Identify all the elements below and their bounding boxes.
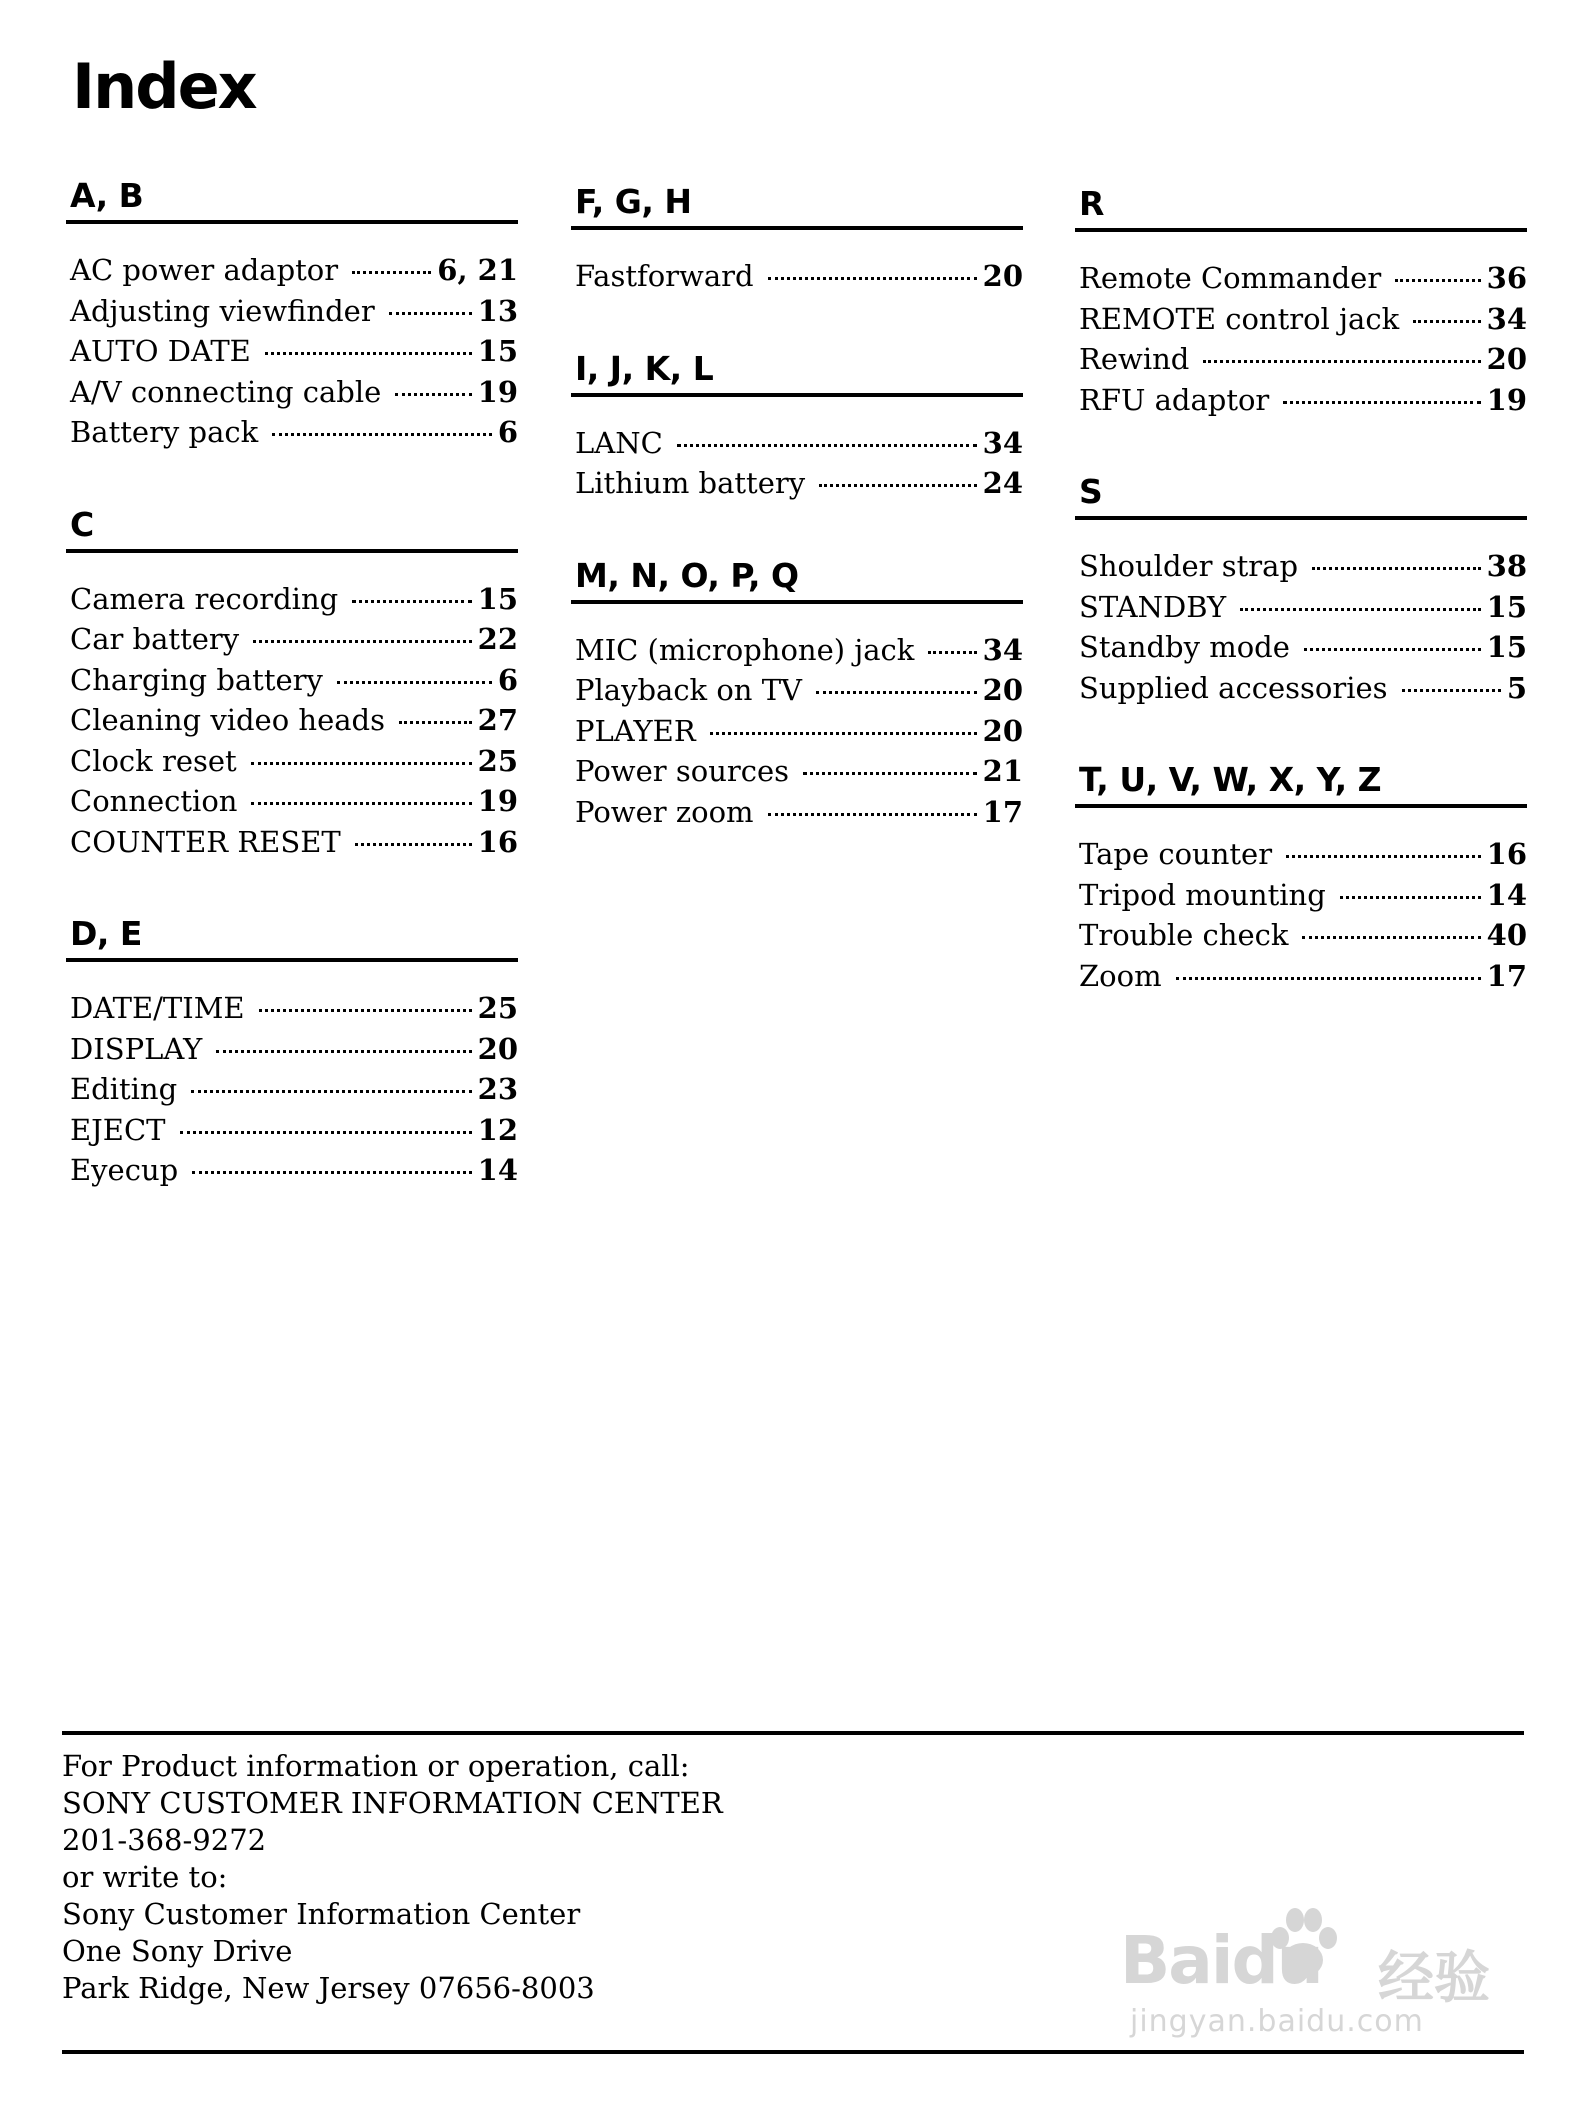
entry-term: Battery pack: [70, 415, 259, 449]
index-section: [1075, 760, 1527, 996]
index-entry: [66, 619, 518, 660]
index-section: [66, 176, 518, 453]
footer-top-rule: [62, 1731, 1524, 1735]
index-entry: [66, 412, 518, 453]
entry-page-number: 15: [1486, 589, 1527, 624]
dot-leader: [389, 312, 472, 315]
dot-leader: [251, 762, 472, 765]
entry-page-number: 25: [477, 991, 518, 1025]
dot-leader: [251, 802, 471, 805]
entry-page-number: 20: [1486, 342, 1527, 376]
index-entry: [571, 630, 1023, 671]
index-entry: [1075, 668, 1527, 709]
entry-page-number: 5: [1506, 670, 1527, 705]
entry-term: MIC (microphone) jack: [575, 632, 915, 667]
watermark-chinese: 经验: [1378, 1946, 1490, 2011]
index-entry: [1075, 956, 1527, 997]
dot-leader: [272, 433, 492, 436]
index-entry: [1075, 258, 1527, 299]
dot-leader: [816, 691, 977, 694]
entry-page-number: 38: [1486, 549, 1527, 583]
entry-term: LANC: [575, 425, 663, 460]
index-entry: [571, 711, 1023, 752]
footer-address-line: Park Ridge, New Jersey 07656-8003: [62, 1971, 595, 2005]
dot-leader: [1240, 608, 1481, 611]
entry-page-number: 23: [477, 1072, 518, 1106]
index-entry: [66, 579, 518, 620]
index-entry: [571, 670, 1023, 711]
index-entry: [1075, 875, 1527, 916]
entry-page-number: 6: [497, 662, 518, 697]
dot-leader: [1203, 360, 1480, 363]
entry-term: Adjusting viewfinder: [70, 293, 375, 328]
index-section: [571, 556, 1023, 833]
index-entry: [66, 372, 518, 413]
index-entry: [66, 1110, 518, 1151]
index-entry: [66, 781, 518, 822]
entry-term: Clock reset: [70, 743, 237, 778]
entry-term: STANDBY: [1079, 589, 1227, 624]
entry-page-number: 24: [982, 466, 1023, 500]
index-entry: [1075, 546, 1527, 587]
dot-leader: [1302, 936, 1480, 939]
entry-term: Supplied accessories: [1079, 670, 1388, 705]
dot-leader: [1340, 896, 1481, 899]
entry-term: Shoulder strap: [1079, 549, 1299, 583]
entry-term: RFU adaptor: [1079, 382, 1270, 417]
entry-page-number: 20: [982, 713, 1023, 748]
index-entry: [1075, 627, 1527, 668]
dot-leader: [352, 600, 471, 603]
entry-page-number: 36: [1486, 261, 1527, 295]
entry-page-number: 27: [477, 703, 518, 737]
dot-leader: [395, 393, 471, 396]
index-entry: [66, 1029, 518, 1070]
watermark-brand: Baidu: [1120, 1922, 1322, 1999]
page-title: Index: [72, 50, 256, 123]
entry-page-number: 13: [477, 293, 518, 328]
dot-leader: [192, 1171, 471, 1174]
entry-page-number: 15: [477, 581, 518, 616]
index-entry: [571, 792, 1023, 833]
dot-leader: [819, 484, 977, 487]
index-entry: [1075, 834, 1527, 875]
index-entry: [1075, 299, 1527, 340]
entry-term: Connection: [70, 784, 238, 818]
section-heading: R: [1075, 184, 1527, 232]
entry-page-number: 17: [1486, 958, 1527, 993]
entry-page-number: 16: [477, 824, 518, 859]
index-entry: [66, 988, 518, 1029]
footer-line: or write to:: [62, 1860, 228, 1894]
entry-page-number: 19: [477, 784, 518, 818]
dot-leader: [1176, 977, 1481, 980]
contact-footer: [62, 1748, 723, 2007]
index-entry: [66, 250, 518, 291]
dot-leader: [1283, 401, 1480, 404]
index-section: [1075, 184, 1527, 420]
dot-leader: [1286, 855, 1481, 858]
dot-leader: [216, 1050, 471, 1053]
dot-leader: [180, 1131, 472, 1134]
entry-term: Power sources: [575, 754, 790, 788]
index-entry: [66, 822, 518, 863]
index-entry: [66, 1150, 518, 1191]
footer-bottom-rule: [62, 2050, 1524, 2054]
index-entry: [66, 741, 518, 782]
entry-term: Rewind: [1079, 342, 1190, 376]
dot-leader: [768, 277, 977, 280]
entry-term: DISPLAY: [70, 1031, 203, 1066]
dot-leader: [337, 681, 492, 684]
entry-term: Car battery: [70, 622, 240, 656]
entry-term: Zoom: [1079, 958, 1162, 993]
dot-leader: [928, 651, 976, 654]
entry-page-number: 34: [1486, 301, 1527, 336]
entry-page-number: 6, 21: [437, 253, 518, 287]
dot-leader: [1413, 320, 1480, 323]
entry-term: Lithium battery: [575, 466, 806, 500]
entry-page-number: 22: [477, 622, 518, 656]
entry-term: Remote Commander: [1079, 261, 1382, 295]
footer-address-line: Sony Customer Information Center: [62, 1897, 581, 1931]
index-entry: [571, 423, 1023, 464]
section-heading: A, B: [66, 176, 518, 224]
entry-term: Cleaning video heads: [70, 703, 385, 737]
section-heading: F, G, H: [571, 182, 1023, 230]
entry-term: Trouble check: [1079, 918, 1289, 952]
dot-leader: [352, 271, 431, 274]
index-entry: [66, 1069, 518, 1110]
entry-term: Playback on TV: [575, 673, 802, 707]
index-entry: [66, 331, 518, 372]
entry-term: Editing: [70, 1072, 178, 1106]
index-entry: [66, 700, 518, 741]
index-entry: [66, 291, 518, 332]
entry-page-number: 25: [477, 743, 518, 778]
entry-page-number: 12: [477, 1112, 518, 1147]
entry-page-number: 14: [1486, 877, 1527, 912]
entry-page-number: 21: [982, 754, 1023, 788]
entry-page-number: 14: [477, 1153, 518, 1187]
entry-page-number: 6: [497, 415, 518, 449]
entry-page-number: 34: [982, 425, 1023, 460]
entry-page-number: 34: [982, 632, 1023, 667]
entry-page-number: 40: [1486, 918, 1527, 952]
entry-term: PLAYER: [575, 713, 696, 748]
dot-leader: [1312, 567, 1481, 570]
entry-term: Eyecup: [70, 1153, 179, 1187]
dot-leader: [265, 352, 472, 355]
entry-term: COUNTER RESET: [70, 824, 341, 859]
index-entry: [1075, 587, 1527, 628]
index-section: [1075, 472, 1527, 708]
entry-page-number: 19: [1486, 382, 1527, 417]
index-entry: [1075, 339, 1527, 380]
dot-leader: [768, 813, 977, 816]
entry-term: Fastforward: [575, 259, 754, 293]
index-section: [66, 914, 518, 1191]
index-section: [66, 505, 518, 863]
entry-term: AC power adaptor: [70, 253, 339, 287]
dot-leader: [1395, 279, 1480, 282]
entry-term: A/V connecting cable: [70, 374, 382, 409]
dot-leader: [677, 444, 977, 447]
entry-term: DATE/TIME: [70, 991, 245, 1025]
entry-term: REMOTE control jack: [1079, 301, 1400, 336]
index-column-2: [571, 182, 1023, 884]
index-column-3: [1075, 184, 1527, 1048]
index-entry: [571, 463, 1023, 504]
entry-term: AUTO DATE: [70, 334, 251, 368]
entry-term: Standby mode: [1079, 630, 1290, 664]
dot-leader: [1402, 689, 1501, 692]
index-entry: [571, 751, 1023, 792]
section-heading: C: [66, 505, 518, 553]
entry-term: Camera recording: [70, 581, 339, 616]
dot-leader: [253, 640, 472, 643]
entry-page-number: 19: [477, 374, 518, 409]
footer-address-line: One Sony Drive: [62, 1934, 293, 1968]
entry-page-number: 15: [1486, 630, 1527, 664]
dot-leader: [259, 1009, 472, 1012]
entry-term: EJECT: [70, 1112, 166, 1147]
entry-term: Tripod mounting: [1079, 877, 1326, 912]
index-section: [571, 182, 1023, 297]
dot-leader: [191, 1090, 471, 1093]
entry-page-number: 20: [477, 1031, 518, 1066]
index-section: [571, 349, 1023, 504]
baidu-watermark: [1120, 1900, 1510, 2040]
entry-page-number: 20: [982, 673, 1023, 707]
dot-leader: [355, 843, 472, 846]
entry-term: Tape counter: [1079, 837, 1273, 871]
entry-page-number: 20: [982, 259, 1023, 293]
footer-line: For Product information or operation, call:: [62, 1749, 690, 1783]
footer-phone: 201-368-9272: [62, 1823, 267, 1857]
dot-leader: [710, 732, 977, 735]
section-heading: D, E: [66, 914, 518, 962]
index-entry: [1075, 380, 1527, 421]
footer-line: SONY CUSTOMER INFORMATION CENTER: [62, 1786, 723, 1820]
dot-leader: [803, 772, 977, 775]
watermark-url: jingyan.baidu.com: [1130, 2004, 1424, 2039]
index-entry: [66, 660, 518, 701]
index-entry: [1075, 915, 1527, 956]
index-column-1: [66, 176, 518, 1243]
entry-page-number: 15: [477, 334, 518, 368]
dot-leader: [399, 721, 472, 724]
entry-page-number: 17: [982, 794, 1023, 829]
entry-term: Power zoom: [575, 794, 754, 829]
section-heading: S: [1075, 472, 1527, 520]
section-heading: M, N, O, P, Q: [571, 556, 1023, 604]
section-heading: I, J, K, L: [571, 349, 1023, 397]
index-entry: [571, 256, 1023, 297]
entry-term: Charging battery: [70, 662, 323, 697]
dot-leader: [1304, 648, 1481, 651]
entry-page-number: 16: [1486, 837, 1527, 871]
section-heading: T, U, V, W, X, Y, Z: [1075, 760, 1527, 808]
